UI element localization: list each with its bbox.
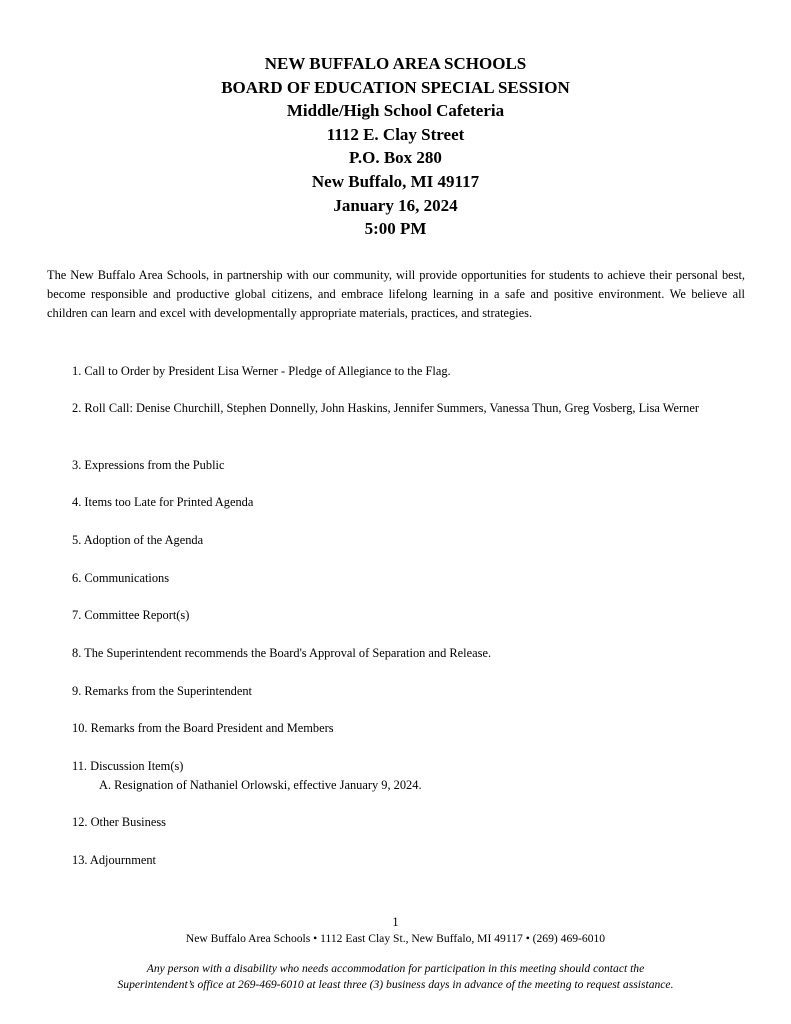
street-address: 1112 E. Clay Street (326, 124, 465, 144)
disability-notice (0, 961, 791, 992)
agenda-item-1: 1. Call to Order by President Lisa Werner - Pledge of Allegiance to the Flag. (72, 364, 451, 378)
discussion-subitem-a: A. Resignation of Nathaniel Orlowski, effective January 9, 2024. (99, 778, 422, 792)
session-title: BOARD OF EDUCATION SPECIAL SESSION (221, 77, 570, 97)
agenda-item-4: 4. Items too Late for Printed Agenda (72, 495, 254, 509)
agenda-item-11 (72, 757, 746, 795)
agenda-item-6: 6. Communications (72, 571, 170, 585)
agenda-item-7: 7. Committee Report(s) (72, 608, 190, 622)
agenda-item-2: 2. Roll Call: Denise Churchill, Stephen Donnelly, John Haskins, Jennifer Summers, Vanessa Thun, Greg Vosberg, Lisa Werner (72, 401, 699, 415)
footer-address: New Buffalo Area Schools • 1112 East Clay St., New Buffalo, MI 49117 • (269) 469-6010 (185, 932, 606, 945)
meeting-date: January 16, 2024 (333, 195, 458, 215)
po-box: P.O. Box 280 (349, 148, 442, 168)
agenda-item-13: 13. Adjournment (72, 853, 156, 867)
disability-notice-line-1: Any person with a disability who needs accommodation for participation in this meeting should contact the (146, 962, 645, 975)
meeting-location: Middle/High School Cafeteria (286, 101, 505, 121)
agenda-item-3: 3. Expressions from the Public (72, 458, 225, 472)
mission-statement: The New Buffalo Area Schools, in partnership with our community, will provide opportunities for students to achieve their personal best, become responsible and productive global citizens, and embrace lifelong learning in a safe and positive environment. We believe all children can learn and excel with developmentally appropriate materials, practices, and strategies. (47, 268, 745, 320)
city-state-zip: New Buffalo, MI 49117 (311, 171, 480, 191)
agenda-item-12: 12. Other Business (72, 815, 166, 829)
document-header (0, 52, 791, 241)
agenda-item-8: 8. The Superintendent recommends the Board's Approval of Separation and Release. (72, 646, 492, 660)
school-name: NEW BUFFALO AREA SCHOOLS (264, 54, 527, 73)
agenda-item-9: 9. Remarks from the Superintendent (72, 684, 252, 698)
page-number: 1 (392, 915, 399, 929)
meeting-time: 5:00 PM (364, 219, 427, 239)
agenda-item-5: 5. Adoption of the Agenda (72, 533, 204, 547)
disability-notice-line-2: Superintendent’s office at 269-469-6010 at least three (3) business days in advance of the meeting to request assistance. (117, 977, 674, 991)
agenda-item-11-title: 11. Discussion Item(s) (72, 759, 184, 773)
agenda-item-10: 10. Remarks from the Board President and Members (72, 721, 334, 735)
